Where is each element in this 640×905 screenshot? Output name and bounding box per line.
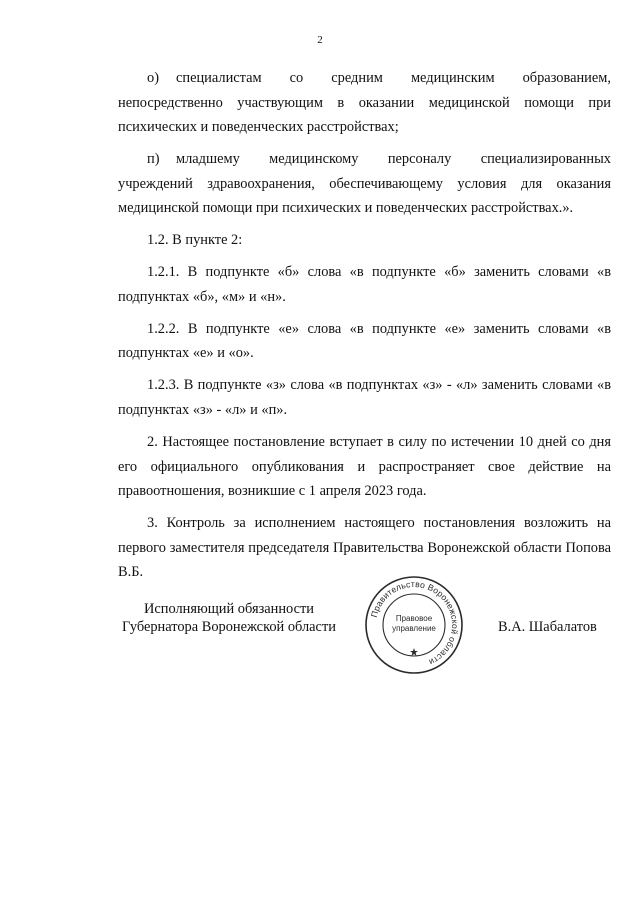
word: медицинским — [410, 70, 495, 86]
stamp-star-icon — [410, 648, 418, 656]
word: персоналу — [387, 151, 452, 168]
document-body — [118, 66, 611, 592]
stamp-center-line-2: управление — [392, 624, 436, 633]
signatory-position-line-2: Губернатора Воронежской области — [122, 619, 336, 635]
paragraph-2: 2. Настоящее постановление вступает в силу по истечении 10 дней со дня его официального опубликования и распространяет свое действие на правоотношения, возникшие с 1 апреля 2023 года. — [118, 434, 611, 500]
word: медицинскому — [269, 151, 359, 168]
paragraph-3: 3. Контроль за исполнением настоящего постановления возложить на первого заместителя председателя Правительства Воронежской области Попова В.Б. — [118, 515, 611, 581]
list-item-p-words — [176, 147, 611, 172]
legal-department-stamp — [364, 575, 464, 675]
word: специалистам — [176, 70, 262, 86]
signatory-position-line-1: Исполняющий обязанности — [143, 601, 314, 617]
list-item-p-first-line — [118, 147, 611, 172]
word: средним — [331, 70, 383, 86]
word: младшему — [176, 151, 240, 168]
list-item-p-marker: п) — [147, 151, 160, 168]
paragraph-1-2: 1.2. В пункте 2: — [147, 232, 243, 249]
list-item-o-first-line — [118, 66, 611, 91]
list-item-p-rest: учреждений здравоохранения, обеспечивающему условия для оказания медицинской помощи при психических и поведенческих расстройствах.». — [118, 175, 611, 217]
word: образованием, — [522, 70, 611, 86]
list-item-o-words — [176, 66, 611, 91]
paragraph-1-2-1: 1.2.1. В подпункте «б» слова «в подпункте «б» заменить словами «в подпунктах «б», «м» и «н». — [118, 264, 611, 305]
signatory-name: В.А. Шабалатов — [498, 619, 597, 635]
list-item-p — [118, 147, 611, 221]
list-item-o-marker: о) — [147, 70, 159, 86]
word: специализированных — [480, 151, 611, 168]
page-number: 2 — [317, 34, 323, 46]
paragraph-1-2-3: 1.2.3. В подпункте «з» слова «в подпунктах «з» - «л» заменить словами «в подпунктах «з» - «л» и «п». — [118, 377, 611, 418]
list-item-o — [118, 66, 611, 140]
paragraph-1-2-2: 1.2.2. В подпункте «е» слова «в подпункте «е» заменить словами «в подпунктах «е» и «о». — [118, 320, 611, 362]
word: со — [289, 70, 304, 86]
stamp-center-line-1: Правовое — [395, 614, 433, 623]
signatory-position — [119, 600, 339, 636]
stamp-ring-text: Правительство Воронежской области — [368, 578, 461, 668]
list-item-o-rest: непосредственно участвующим в оказании медицинской помощи при психических и поведенческих расстройствах; — [118, 94, 611, 135]
